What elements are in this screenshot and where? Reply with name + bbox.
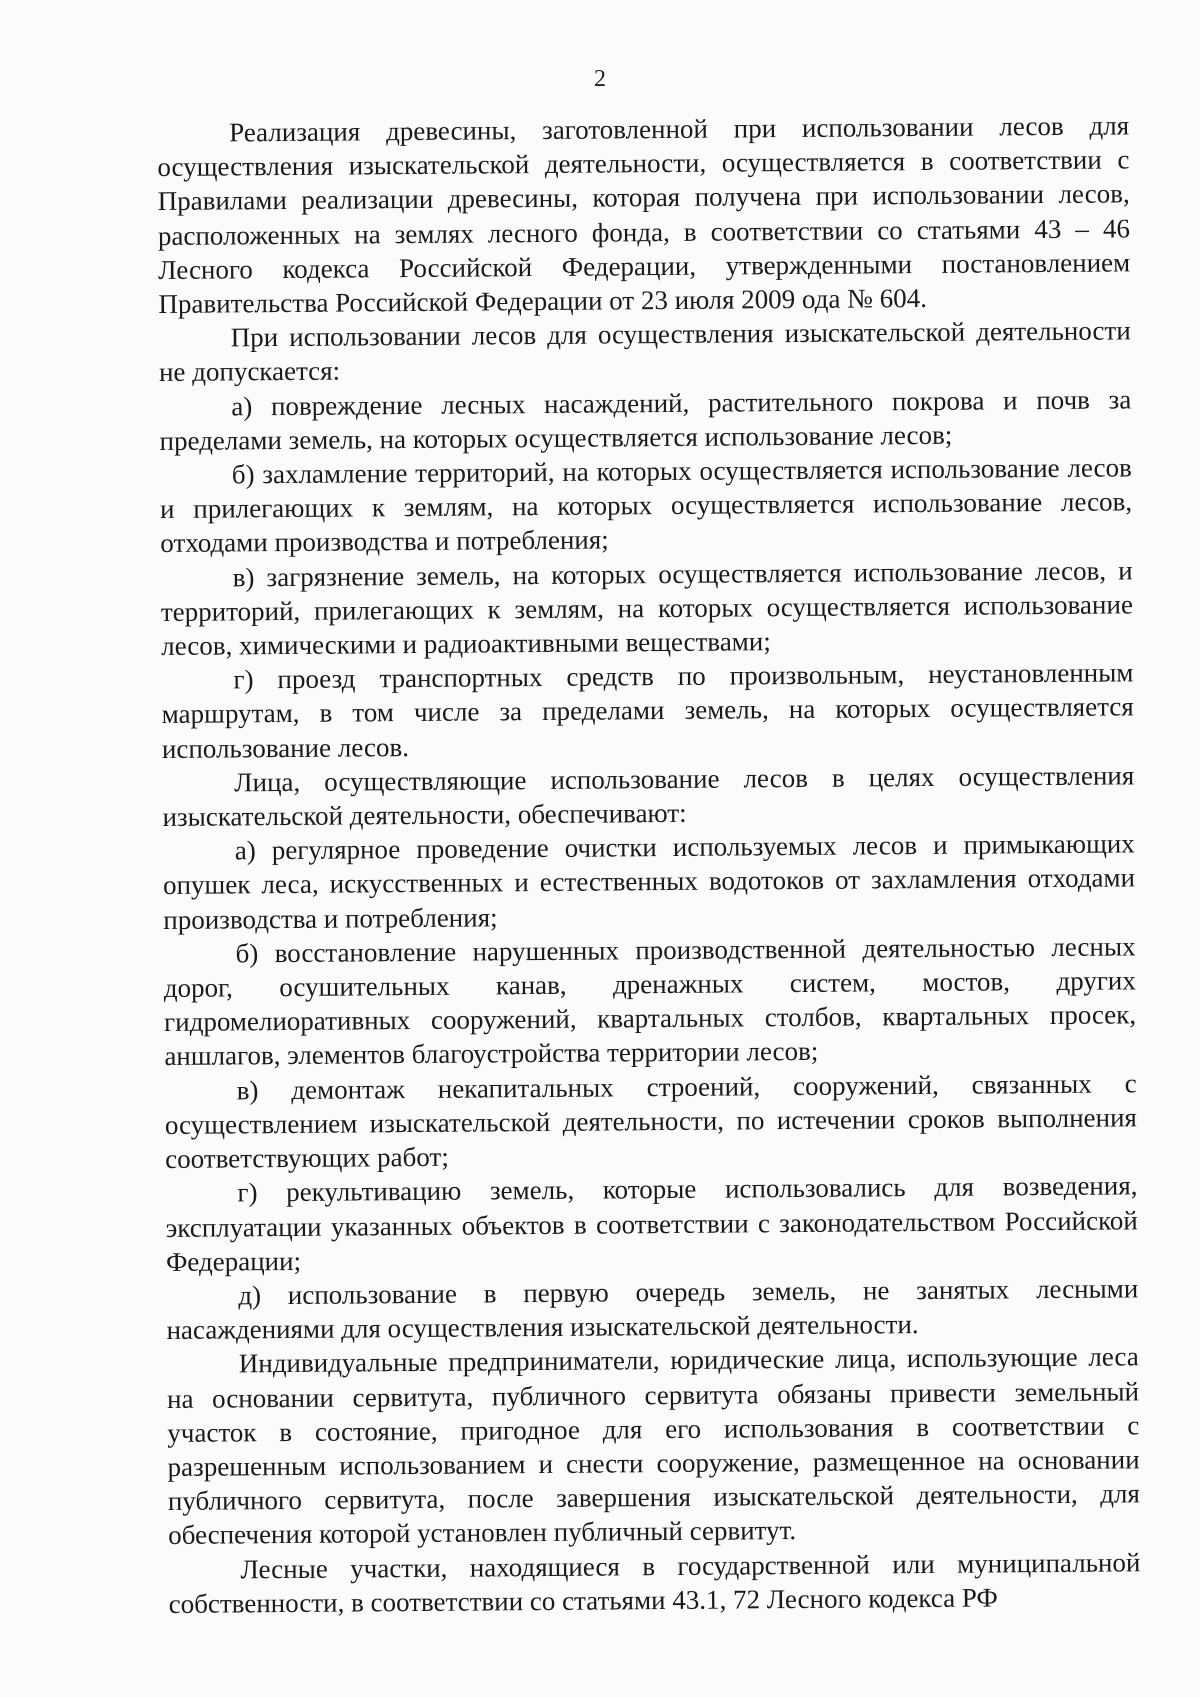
paragraph-forest-plots: Лесные участки, находящиеся в государственной или муниципальной собственности, в соответствии со статьями 43.1, 72 Лесного кодекса РФ — [168, 1546, 1141, 1619]
paragraph-obligation-b: б) восстановление нарушенных производственной деятельностью лесных дорог, осушительных канав, дренажных систем, мостов, других гидромелиоративных сооружений, квартальных столбов, квартальных просек, аншлагов, элементов благоустройства территории лесов; — [163, 931, 1137, 1072]
document-body — [157, 108, 1141, 1621]
paragraph-obligations-intro: Лица, осуществляющие использование лесов в целях осуществления изыскательской деятельности, обеспечивают: — [162, 760, 1135, 833]
paragraph-timber-sale: Реализация древесины, заготовленной при использовании лесов для осуществления изыскательской деятельности, осуществляется в соответствии с Правилами реализации древесины, которая получена при использовании лесов, расположенных на землях лесного фонда, в соответствии со статьями 43 – 46 Лесного кодекса Российской Федерации, утвержденными постановлением Правительства Российской Федерации от 23 июля 2009 ода № 604. — [157, 110, 1131, 320]
paragraph-prohibitions-intro: При использовании лесов для осуществления изыскательской деятельности не допускается: — [158, 315, 1131, 388]
paragraph-servitude: Индивидуальные предприниматели, юридические лица, использующие леса на основании сервитута, публичного сервитута обязаны привести земельный участок в состояние, пригодное для его использования в соответствии с разрешенным использованием и снести сооружение, размещенное на основании публичного сервитута, после завершения изыскательской деятельности, для обеспечения которой установлен публичный сервитут. — [166, 1341, 1140, 1551]
paragraph-obligation-v: в) демонтаж некапитальных строений, сооружений, связанных с осуществлением изыскательской деятельности, по истечении сроков выполнения соответствующих работ; — [164, 1068, 1138, 1175]
paragraph-prohibition-v: в) загрязнение земель, на которых осуществляется использование лесов, и территорий, прилегающих к землям, на которых осуществляется использование лесов, химическими и радиоактивными веществами; — [160, 554, 1133, 662]
paragraph-prohibition-g: г) проезд транспортных средств по произвольным, неустановленным маршрутам, в том числе за пределами земель, на которых осуществляется использование лесов. — [161, 657, 1134, 764]
paragraph-prohibition-b: б) захламление территорий, на которых осуществляется использование лесов и прилегающих к землям, на которых осуществляется использование лесов, отходами производства и потребления; — [159, 452, 1133, 559]
paragraph-obligation-g: г) рекультивацию земель, которые использовались для возведения, эксплуатации указанных объектов в соответствии с законодательством Российской Федерации; — [165, 1170, 1138, 1277]
page-number: 2 — [594, 66, 606, 92]
paragraph-prohibition-a: а) повреждение лесных насаждений, растительного покрова и почв за пределами земель, на которых осуществляется использование лесов; — [159, 383, 1132, 456]
paragraph-obligation-d: д) использование в первую очередь земель, не занятых лесными насаждениями для осуществления изыскательской деятельности. — [166, 1273, 1139, 1346]
paragraph-obligation-a: а) регулярное проведение очистки используемых лесов и примыкающих опушек леса, искусственных и естественных водотоков от захламления отходами производства и потребления; — [162, 828, 1136, 935]
